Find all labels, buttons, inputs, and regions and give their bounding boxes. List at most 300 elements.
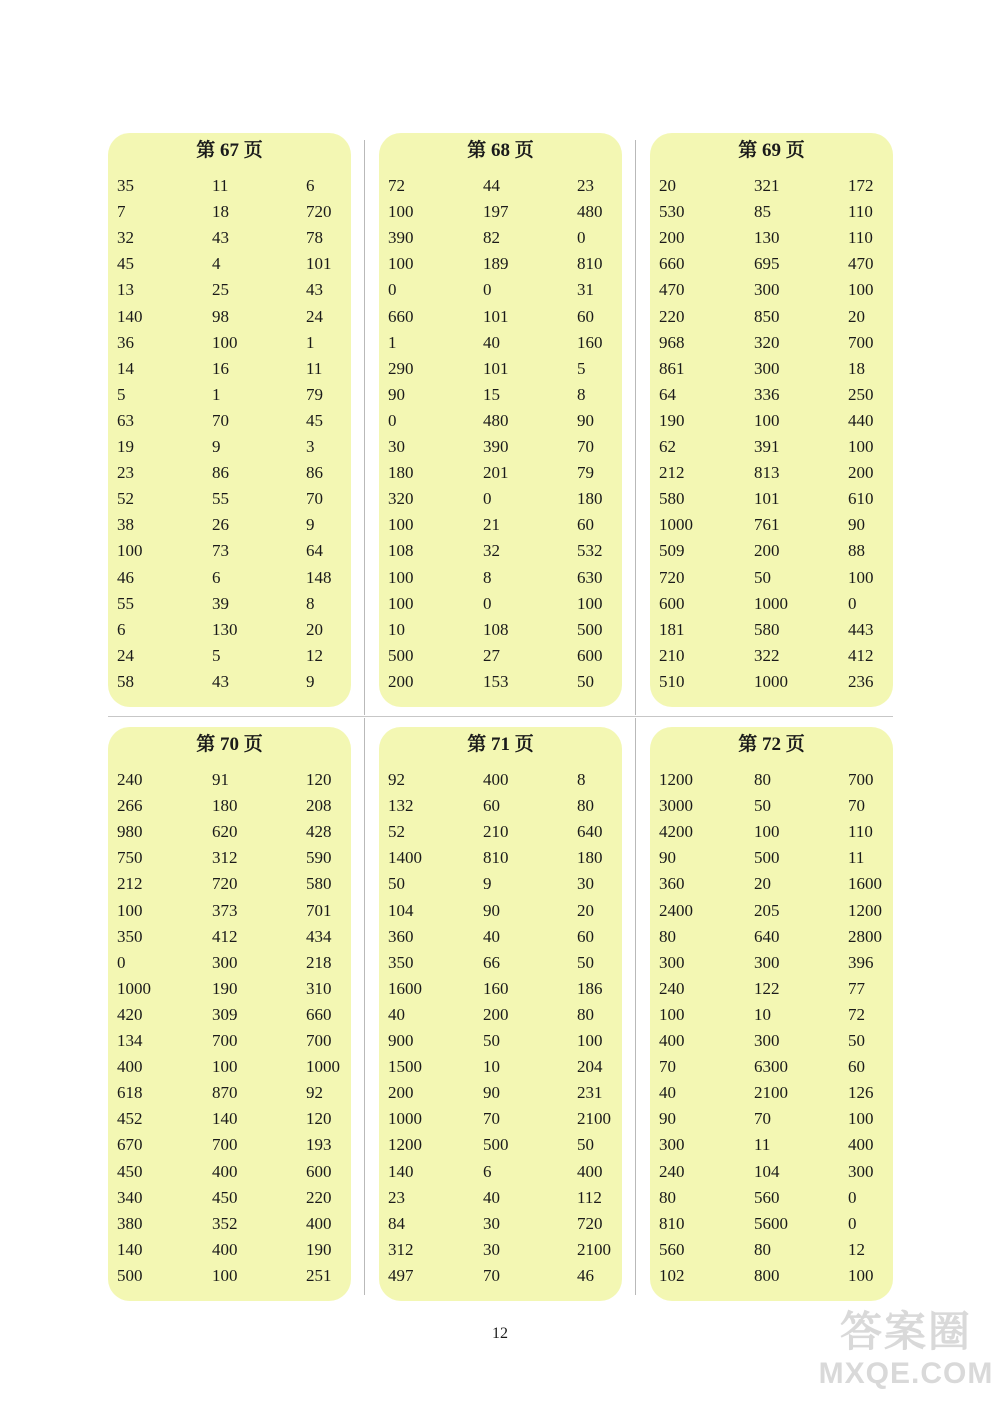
- answer-row: [659, 1002, 887, 1028]
- page-number: 12: [492, 1325, 508, 1342]
- answer-value: 510: [659, 671, 685, 691]
- answer-value: 208: [306, 796, 332, 816]
- answer-value: 32: [117, 228, 134, 248]
- answer-value: 190: [659, 410, 685, 430]
- answer-value: 2400: [659, 900, 693, 920]
- answer-value: 52: [117, 489, 134, 509]
- answer-row: [659, 408, 887, 434]
- answer-value: 50: [483, 1031, 500, 1050]
- answer-value: 420: [117, 1004, 143, 1024]
- answer-row: [659, 1263, 887, 1289]
- answer-row: [659, 277, 887, 303]
- answer-value: 0: [483, 280, 492, 300]
- answer-value: 231: [577, 1083, 603, 1103]
- answer-value: 50: [848, 1031, 865, 1050]
- answer-value: 240: [659, 1161, 685, 1181]
- answer-value: 100: [388, 593, 414, 613]
- answer-value: 43: [212, 228, 229, 248]
- answer-value: 6: [306, 176, 315, 195]
- answer-value: 3: [306, 437, 315, 456]
- answer-value: 134: [117, 1031, 143, 1050]
- panel-title: 第 70 页: [196, 734, 263, 755]
- answer-row: [117, 1132, 345, 1158]
- answer-value: 100: [848, 280, 874, 300]
- column-divider: [635, 140, 636, 715]
- answer-value: 20: [306, 619, 323, 639]
- answer-value: 63: [117, 410, 134, 430]
- answer-value: 3000: [659, 796, 693, 816]
- answer-value: 100: [212, 1057, 238, 1077]
- answer-row: [117, 356, 345, 382]
- answer-value: 350: [388, 952, 414, 972]
- answer-value: 18: [848, 358, 865, 378]
- answer-value: 52: [388, 822, 405, 842]
- answer-value: 4200: [659, 822, 693, 842]
- answer-value: 850: [754, 306, 780, 326]
- answer-row: [117, 767, 345, 793]
- answer-value: 180: [577, 848, 603, 868]
- answer-value: 90: [483, 1083, 500, 1103]
- answer-value: 720: [212, 874, 238, 894]
- answer-value: 189: [483, 254, 509, 274]
- answer-row: [659, 1028, 887, 1054]
- answer-value: 0: [848, 1213, 857, 1233]
- answer-value: 250: [848, 384, 874, 404]
- answer-row: [388, 1263, 616, 1289]
- answer-value: 4: [212, 254, 221, 274]
- answer-value: 24: [306, 306, 323, 326]
- answer-row: [659, 356, 887, 382]
- answer-value: 300: [848, 1161, 874, 1181]
- answer-value: 428: [306, 822, 332, 842]
- answer-row: [117, 1028, 345, 1054]
- answer-value: 73: [212, 541, 229, 561]
- answer-value: 412: [212, 926, 238, 946]
- answer-row: [659, 1237, 887, 1263]
- answer-value: 25: [212, 280, 229, 300]
- panel-title: 第 67 页: [196, 140, 263, 161]
- answer-value: 200: [483, 1004, 509, 1024]
- answer-value: 100: [388, 254, 414, 274]
- answer-value: 695: [754, 254, 780, 274]
- answer-value: 8: [306, 593, 315, 613]
- answer-value: 40: [483, 926, 500, 946]
- answer-row: [659, 1080, 887, 1106]
- answer-value: 60: [577, 515, 594, 535]
- answer-row: [117, 1106, 345, 1132]
- answer-value: 82: [483, 228, 500, 248]
- answer-value: 10: [754, 1004, 771, 1024]
- answer-row: [659, 591, 887, 617]
- answer-value: 240: [659, 978, 685, 998]
- answer-value: 450: [117, 1161, 143, 1181]
- answer-value: 400: [848, 1135, 874, 1155]
- answer-value: 80: [754, 770, 771, 789]
- answer-value: 122: [754, 978, 780, 998]
- answer-value: 193: [306, 1135, 332, 1155]
- answer-row: [659, 643, 887, 669]
- answer-row: [659, 898, 887, 924]
- answer-row: [388, 199, 616, 225]
- answer-row: [388, 538, 616, 564]
- answer-value: 64: [659, 384, 676, 404]
- answer-value: 0: [577, 228, 586, 248]
- answer-value: 90: [577, 410, 594, 430]
- answer-value: 396: [848, 952, 874, 972]
- answer-value: 30: [388, 437, 405, 456]
- answer-value: 660: [388, 306, 414, 326]
- answer-row: [659, 767, 887, 793]
- answer-value: 90: [659, 848, 676, 868]
- answer-value: 701: [306, 900, 332, 920]
- answer-value: 1: [306, 332, 315, 352]
- answer-value: 7: [117, 202, 126, 222]
- answer-row: [388, 591, 616, 617]
- answer-value: 100: [117, 900, 143, 920]
- answer-row: [659, 434, 887, 460]
- answer-value: 46: [117, 567, 134, 587]
- answer-value: 700: [848, 770, 874, 789]
- answer-value: 720: [306, 202, 332, 222]
- answer-value: 60: [577, 306, 594, 326]
- answer-value: 101: [483, 358, 509, 378]
- answer-value: 532: [577, 541, 603, 561]
- answer-value: 5: [117, 384, 126, 404]
- answer-value: 84: [388, 1213, 405, 1233]
- answer-row: [388, 1054, 616, 1080]
- answer-value: 92: [306, 1083, 323, 1103]
- answer-value: 980: [117, 822, 143, 842]
- answer-row: [388, 1002, 616, 1028]
- answer-value: 40: [388, 1004, 405, 1024]
- answer-row: [117, 591, 345, 617]
- answer-value: 212: [659, 463, 685, 483]
- answer-value: 1000: [306, 1057, 340, 1077]
- answer-value: 290: [388, 358, 414, 378]
- answer-value: 1200: [388, 1135, 422, 1155]
- answer-value: 70: [306, 489, 323, 509]
- answer-row: [117, 1002, 345, 1028]
- answer-value: 500: [577, 619, 603, 639]
- answer-row: [659, 617, 887, 643]
- answer-value: 1000: [754, 593, 788, 613]
- answer-value: 530: [659, 202, 685, 222]
- answer-row: [117, 950, 345, 976]
- answer-value: 64: [306, 541, 323, 561]
- answer-value: 300: [754, 358, 780, 378]
- answer-value: 412: [848, 645, 874, 665]
- answer-value: 309: [212, 1004, 238, 1024]
- answer-value: 50: [754, 796, 771, 816]
- answer-value: 104: [388, 900, 414, 920]
- answer-value: 102: [659, 1265, 685, 1285]
- answer-value: 23: [388, 1187, 405, 1207]
- answer-row: [659, 950, 887, 976]
- answer-row: [388, 924, 616, 950]
- answer-value: 400: [117, 1057, 143, 1077]
- answer-value: 6: [212, 567, 221, 587]
- answer-value: 46: [577, 1265, 594, 1285]
- answer-value: 600: [577, 645, 603, 665]
- answer-row: [659, 871, 887, 897]
- answer-panel: [379, 727, 622, 1301]
- answer-row: [659, 976, 887, 1002]
- answer-value: 148: [306, 567, 332, 587]
- answer-value: 70: [212, 410, 229, 430]
- answer-row: [388, 793, 616, 819]
- answer-value: 79: [577, 463, 594, 483]
- answer-value: 190: [212, 978, 238, 998]
- answer-value: 101: [306, 254, 332, 274]
- answer-row: [388, 225, 616, 251]
- answer-row: [117, 565, 345, 591]
- answer-value: 0: [117, 952, 126, 972]
- answer-value: 153: [483, 671, 509, 691]
- answer-row: [659, 538, 887, 564]
- answer-value: 2800: [848, 926, 882, 946]
- answer-row: [117, 1211, 345, 1237]
- answer-value: 201: [483, 463, 509, 483]
- answer-value: 100: [754, 822, 780, 842]
- answer-value: 968: [659, 332, 685, 352]
- answer-value: 8: [577, 384, 586, 404]
- answer-value: 19: [117, 437, 134, 456]
- answer-value: 40: [659, 1083, 676, 1103]
- answer-value: 1400: [388, 848, 422, 868]
- answer-value: 400: [659, 1031, 685, 1050]
- answer-value: 373: [212, 900, 238, 920]
- answer-row: [117, 1185, 345, 1211]
- answer-value: 700: [212, 1135, 238, 1155]
- answer-row: [388, 277, 616, 303]
- answer-value: 72: [388, 176, 405, 195]
- answer-value: 108: [483, 619, 509, 639]
- answer-row: [388, 976, 616, 1002]
- answer-value: 5: [577, 358, 586, 378]
- answer-value: 70: [577, 437, 594, 456]
- answer-value: 130: [212, 619, 238, 639]
- answer-value: 810: [659, 1213, 685, 1233]
- answer-value: 620: [212, 822, 238, 842]
- answer-value: 104: [754, 1161, 780, 1181]
- answer-row: [117, 199, 345, 225]
- answer-row: [388, 1080, 616, 1106]
- answer-value: 12: [848, 1239, 865, 1259]
- answer-value: 6: [117, 619, 126, 639]
- answer-value: 91: [212, 770, 229, 789]
- answer-value: 200: [388, 671, 414, 691]
- answer-value: 9: [306, 671, 315, 691]
- answer-value: 240: [117, 770, 143, 789]
- answer-value: 300: [754, 952, 780, 972]
- answer-row: [388, 486, 616, 512]
- answer-value: 1500: [388, 1057, 422, 1077]
- answer-value: 6300: [754, 1057, 788, 1077]
- answer-value: 312: [388, 1239, 414, 1259]
- answer-value: 14: [117, 358, 134, 378]
- answer-value: 23: [577, 176, 594, 195]
- answer-value: 108: [388, 541, 414, 561]
- answer-row: [117, 669, 345, 695]
- answer-row: [659, 845, 887, 871]
- answer-value: 300: [754, 280, 780, 300]
- answer-value: 443: [848, 619, 874, 639]
- panel-title: 第 72 页: [738, 734, 805, 755]
- answer-row: [388, 330, 616, 356]
- watermark-text: 答案圈: [839, 1308, 972, 1355]
- answer-value: 600: [659, 593, 685, 613]
- answer-value: 86: [212, 463, 229, 483]
- answer-row: [388, 408, 616, 434]
- answer-value: 6: [483, 1161, 492, 1181]
- answer-value: 100: [388, 567, 414, 587]
- answer-row: [659, 304, 887, 330]
- panel-title: 第 71 页: [467, 734, 534, 755]
- answer-row: [388, 1028, 616, 1054]
- answer-value: 500: [117, 1265, 143, 1285]
- answer-value: 100: [577, 1031, 603, 1050]
- answer-value: 1000: [754, 671, 788, 691]
- answer-value: 24: [117, 645, 134, 665]
- column-divider: [364, 718, 365, 1295]
- answer-value: 16: [212, 358, 229, 378]
- answer-row: [659, 819, 887, 845]
- answer-row: [659, 924, 887, 950]
- answer-value: 0: [388, 280, 397, 300]
- answer-value: 440: [848, 410, 874, 430]
- answer-value: 618: [117, 1083, 143, 1103]
- answer-value: 110: [848, 228, 873, 248]
- answer-value: 391: [754, 437, 780, 456]
- answer-value: 813: [754, 463, 780, 483]
- answer-value: 9: [483, 874, 492, 894]
- answer-value: 1200: [659, 770, 693, 789]
- answer-row: [117, 819, 345, 845]
- answer-value: 1: [388, 332, 397, 352]
- answer-row: [388, 898, 616, 924]
- answer-value: 100: [577, 593, 603, 613]
- answer-value: 26: [212, 515, 229, 535]
- answer-value: 870: [212, 1083, 238, 1103]
- answer-value: 251: [306, 1265, 332, 1285]
- answer-value: 18: [212, 202, 229, 222]
- answer-value: 43: [212, 671, 229, 691]
- answer-panel: [650, 727, 893, 1301]
- answer-value: 11: [754, 1135, 771, 1155]
- answer-value: 172: [848, 176, 874, 195]
- answer-value: 210: [483, 822, 509, 842]
- answer-value: 100: [212, 1265, 238, 1285]
- answer-value: 720: [577, 1213, 603, 1233]
- answer-value: 220: [306, 1187, 332, 1207]
- answer-row: [659, 251, 887, 277]
- answer-row: [117, 486, 345, 512]
- answer-value: 90: [483, 900, 500, 920]
- answer-value: 100: [754, 410, 780, 430]
- answer-value: 266: [117, 796, 143, 816]
- answer-value: 77: [848, 978, 865, 998]
- answer-row: [388, 1106, 616, 1132]
- answer-value: 160: [483, 978, 509, 998]
- answer-row: [117, 173, 345, 199]
- answer-value: 88: [848, 541, 865, 561]
- answer-value: 300: [212, 952, 238, 972]
- answer-row: [117, 304, 345, 330]
- answer-row: [117, 277, 345, 303]
- answer-row: [659, 173, 887, 199]
- answer-value: 205: [754, 900, 780, 920]
- answer-value: 101: [483, 306, 509, 326]
- answer-value: 200: [848, 463, 874, 483]
- answer-value: 197: [483, 202, 509, 222]
- answer-row: [388, 1159, 616, 1185]
- answer-value: 8: [577, 770, 586, 789]
- answer-value: 434: [306, 926, 332, 946]
- answer-value: 0: [483, 593, 492, 613]
- answer-row: [388, 950, 616, 976]
- answer-row: [388, 871, 616, 897]
- answer-row: [659, 565, 887, 591]
- answer-value: 700: [212, 1031, 238, 1050]
- answer-value: 0: [848, 1187, 857, 1207]
- answer-value: 58: [117, 671, 134, 691]
- answer-row: [659, 1185, 887, 1211]
- answer-value: 5600: [754, 1213, 788, 1233]
- answer-value: 50: [577, 1135, 594, 1155]
- answer-row: [117, 330, 345, 356]
- answer-value: 140: [117, 1239, 143, 1259]
- answer-row: [117, 538, 345, 564]
- answer-value: 50: [388, 874, 405, 894]
- answer-value: 11: [848, 848, 865, 868]
- answer-row: [659, 330, 887, 356]
- answer-value: 200: [754, 541, 780, 561]
- answer-value: 750: [117, 848, 143, 868]
- answer-value: 630: [577, 567, 603, 587]
- answer-value: 560: [754, 1187, 780, 1207]
- answer-value: 100: [117, 541, 143, 561]
- answer-value: 310: [306, 978, 332, 998]
- answer-value: 100: [848, 1265, 874, 1285]
- answer-value: 45: [306, 410, 323, 430]
- answer-value: 720: [659, 567, 685, 587]
- answer-value: 497: [388, 1265, 414, 1285]
- answer-value: 1000: [117, 978, 151, 998]
- row-divider: [108, 716, 893, 717]
- answer-value: 480: [577, 202, 603, 222]
- answer-value: 9: [306, 515, 315, 535]
- answer-value: 80: [659, 926, 676, 946]
- answer-row: [659, 512, 887, 538]
- answer-value: 218: [306, 952, 332, 972]
- answer-value: 236: [848, 671, 874, 691]
- answer-value: 300: [754, 1031, 780, 1050]
- answer-row: [117, 512, 345, 538]
- answer-value: 160: [577, 332, 603, 352]
- answer-value: 70: [483, 1109, 500, 1129]
- answer-row: [388, 382, 616, 408]
- answer-value: 130: [754, 228, 780, 248]
- answer-value: 390: [388, 228, 414, 248]
- answer-row: [659, 486, 887, 512]
- answer-value: 450: [212, 1187, 238, 1207]
- answer-value: 79: [306, 384, 323, 404]
- answer-value: 100: [388, 515, 414, 535]
- answer-value: 1200: [848, 900, 882, 920]
- answer-value: 220: [659, 306, 685, 326]
- answer-row: [117, 1159, 345, 1185]
- answer-row: [117, 434, 345, 460]
